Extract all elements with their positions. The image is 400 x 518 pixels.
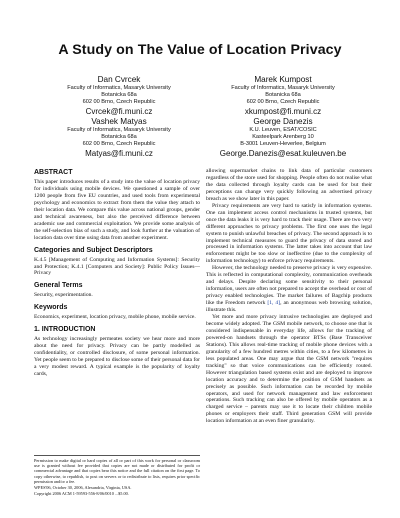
author-affiliation: K.U. Leuven, ESAT/COSIC (249, 127, 317, 133)
keywords-heading: Keywords (34, 304, 68, 312)
body-paragraph: Privacy requirements are very hard to satisfy in information systems. One can implement access control mechanisms in trusted systems, but once the data leaks it is very hard to track their usage. There are two very different approaches to privacy problems. The first one uses the legal system to punish unlawful breaches of privacy. The second approach is to implement technical measures to guard the privacy of data stored and processed in information systems. The latter takes into account that law enforcement might be too slow or ineffective (due to the complexity of information technology) to enforce privacy requirements. (206, 202, 372, 265)
author-email: xkumpost@fi.muni.cz (244, 107, 322, 116)
conference-info: WPES'06, October 30, 2006, Alexandria, Virginia, USA. (34, 485, 132, 491)
author-email: Cvrcek@fi.muni.cz (85, 107, 153, 116)
author-block (198, 117, 368, 159)
copyright-footnote (34, 455, 200, 497)
abstract-heading: ABSTRACT (34, 169, 73, 176)
author-affiliation: Botanicka 68a (101, 92, 137, 98)
author-affiliation: 602 00 Brno, Czech Republic (82, 141, 156, 147)
categories-heading: Categories and Subject Descriptors (34, 246, 153, 254)
author-block (34, 75, 204, 117)
author-name: Vashek Matyas (91, 117, 147, 126)
author-affiliation: Faculty of Informatics, Masaryk University (67, 85, 171, 91)
author-affiliation: 602 00 Brno, Czech Republic (82, 99, 156, 105)
general-terms-heading: General Terms (34, 282, 83, 290)
body-paragraph: Yet more and more privacy intrusive technologies are deployed and become widely adopted. The GSM mobile network, to choose one that is considered indispensable in everyday life, allows for the tracking of powered-on handsets through the operator BTSs (Base Transceiver Stations). This allows real-time tracking of mobile phone devices with a granularity of a few hundred metres within cities, to a few kilometres in less populated areas. One may argue that the GSM network "requires tracking" so that voice communications can be efficiently routed. However triangulation based systems exist and are deployed to improve location accuracy and to determine the position of GSM handsets as precisely as possible. Such information can be recorded by mobile operators, and used for network management and law enforcement operations. Such tracking can also be offered by mobile operators as a charged service – parents may use it to locate their children mobile phones or employers their staff. Third generation GSM will provide location information at an even finer granularity. (206, 314, 372, 425)
general-terms-text: Security, experimentation. (34, 292, 93, 299)
copyright-line: Copyright 2006 ACM 1-59593-556-8/06/0010 ...$5.00. (34, 491, 129, 497)
author-affiliation: Botanicka 68a (265, 92, 301, 98)
author-affiliation: Faculty of Informatics, Masaryk University (231, 85, 335, 91)
introduction-text: As technology increasingly permeates society we hear more and more about the need for privacy. Privacy can be partly modelled as confidentiality, or controlled disclosure, of some personal information. Yet people seem to be prepared to disclose some of their personal data for a very modest reward. A typical example is the popularity of loyalty cards, (34, 336, 200, 378)
author-affiliation: Faculty of Informatics, Masaryk University (67, 127, 171, 133)
author-email: George.Danezis@esat.kuleuven.be (219, 149, 347, 158)
author-name: Marek Kumpost (254, 75, 312, 84)
body-paragraph: allowing supermarket chains to link data of particular customers regardless of the store used for shopping. People often do not realise what the data collected through loyalty cards can be used for but their perceptions can change very quickly following an advertised privacy breach as we show later in this paper. (206, 168, 372, 202)
categories-text: K.4.5 [Management of Computing and Information Systems]: Security and Protection; K.4.1 [Computers and Society]: Public Policy Issues—Privacy (34, 256, 200, 277)
paper-title: A Study on The Value of Location Privacy (58, 42, 342, 58)
body-text: However, the technology needed to preserve privacy is very expensive. This is reflected in computational complexity, communication overheads and delays. Despite declaring some sensitivity to their personal information, users are often not prepared to accept the overhead or cost of privacy enabled technologies. The market failures of Bagchip products like the Freedom network (206, 265, 372, 307)
introduction-heading: 1. INTRODUCTION (34, 326, 96, 334)
author-block (198, 75, 368, 117)
citation-link[interactable]: [1, 4] (267, 300, 281, 307)
right-column (206, 168, 372, 425)
author-email: Matyas@fi.muni.cz (85, 149, 153, 158)
author-affiliation: Kasteelpark Arenberg 10 (252, 134, 314, 140)
author-block (34, 117, 204, 159)
abstract-text: This paper introduces results of a study into the value of location privacy for individuals using mobile devices. We questioned a sample of over 1200 people from five EU countries, and used tools from experimental psychology and economics to extract from them the value they attach to their location data. We compare this value across national groups, gender and technical awareness, but also the perceived difference between academic use and commercial exploitation. We provide some analysis of the self-selection bias of such a study, and look further at the valuation of location data over time using data from another experiment. (34, 179, 200, 241)
permission-notice: Permission to make digital or hard copies of all or part of this work for personal or classroom use is granted without fee provided that copies are not made or distributed for profit or commercial advantage and that copies bear this notice and the full citation on the first page. To copy otherwise, to republish, to post on servers or to redistribute to lists, requires prior specific permission and/or a fee. (34, 458, 200, 484)
body-text: , an anonymous web browsing solution, illustrate this. (206, 300, 372, 314)
author-name: George Danezis (253, 117, 313, 126)
left-column (34, 168, 200, 378)
author-affiliation: 602 00 Brno, Czech Republic (246, 99, 320, 105)
body-paragraph (206, 265, 372, 314)
author-name: Dan Cvrcek (97, 75, 141, 84)
author-affiliation: Botanicka 68a (101, 134, 137, 140)
author-affiliation: B-3001 Leuven-Heverlee, Belgium (240, 141, 326, 147)
keywords-text: Economics, experiment, location privacy, mobile phone, mobile service. (34, 314, 196, 321)
